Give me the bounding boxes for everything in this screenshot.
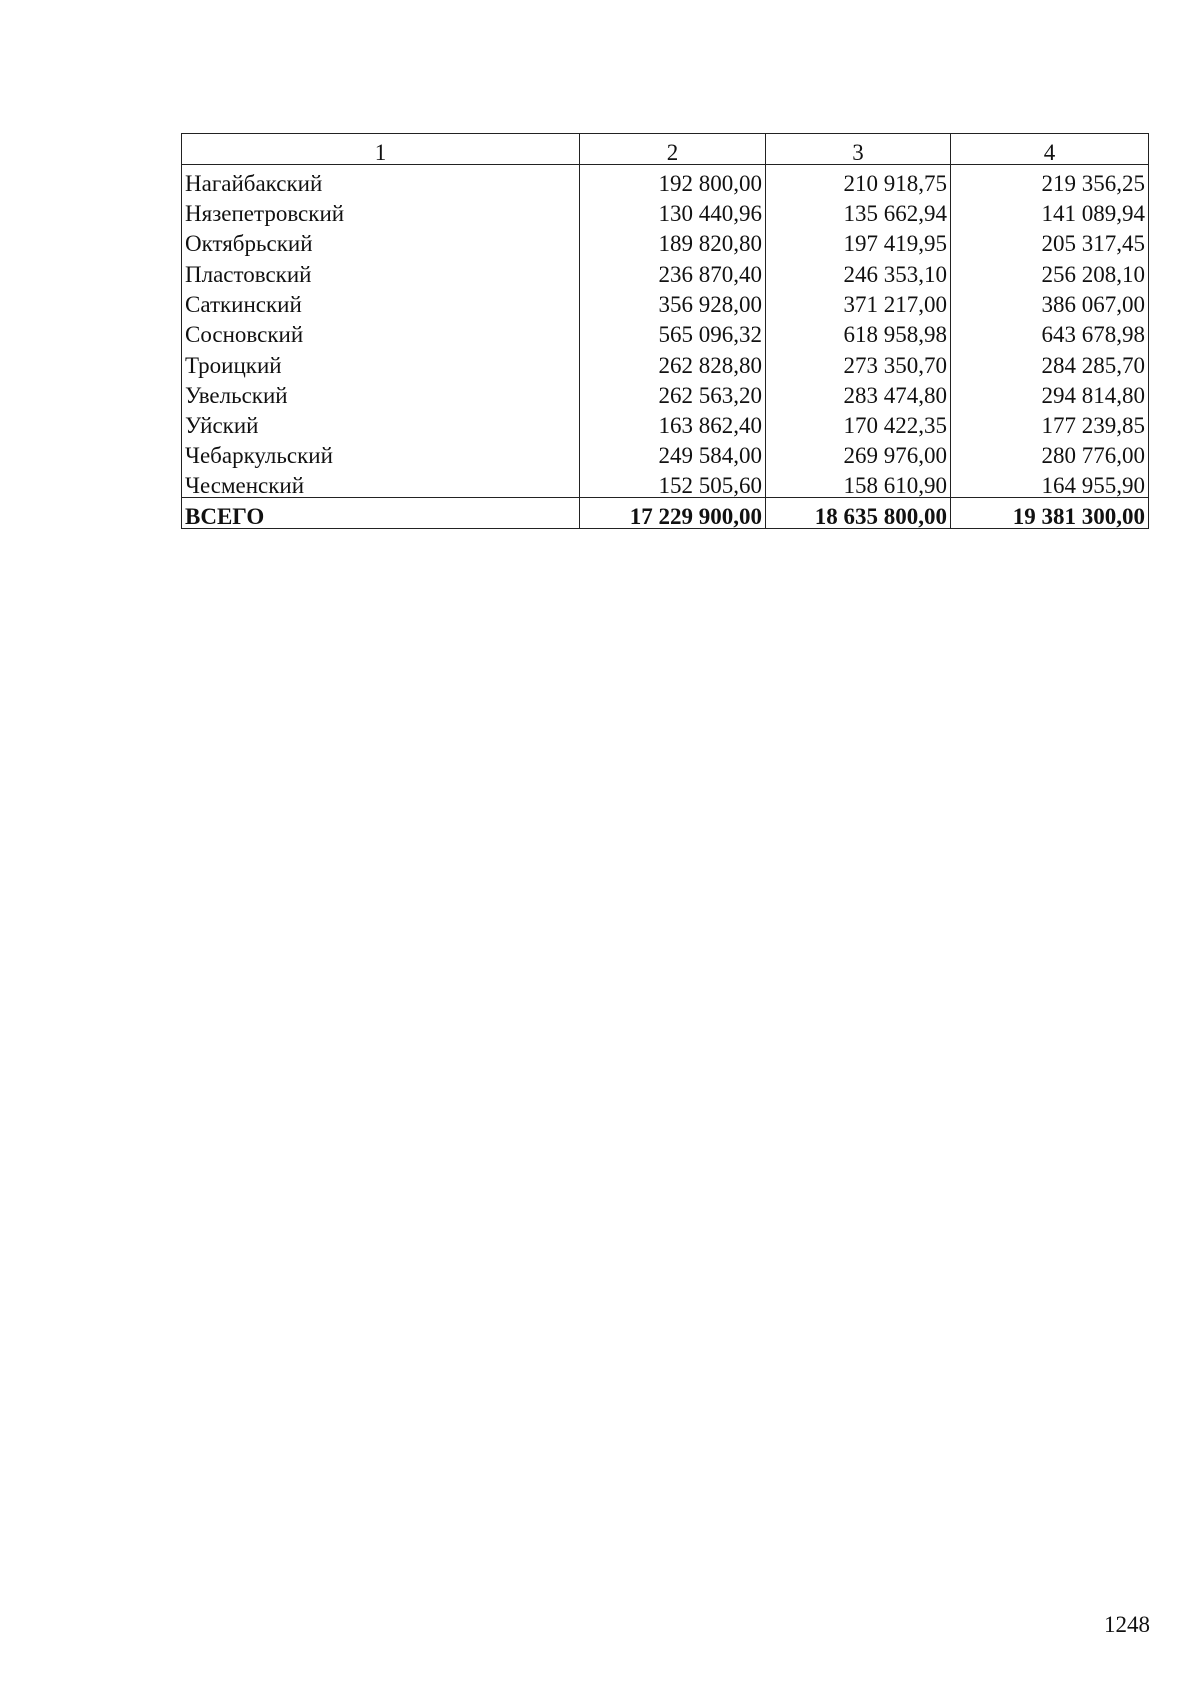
value-cell: 284 285,70 bbox=[951, 346, 1149, 376]
table-row bbox=[182, 437, 1149, 467]
value-cell: 152 505,60 bbox=[580, 467, 766, 497]
value-cell: 565 096,32 bbox=[580, 316, 766, 346]
value-cell: 170 422,35 bbox=[766, 407, 951, 437]
value-cell: 141 089,94 bbox=[951, 195, 1149, 225]
value-cell: 192 800,00 bbox=[580, 165, 766, 195]
value-cell: 210 918,75 bbox=[766, 165, 951, 195]
value-cell: 197 419,95 bbox=[766, 225, 951, 255]
value-cell: 280 776,00 bbox=[951, 437, 1149, 467]
header-cell: 3 bbox=[766, 134, 951, 165]
total-label: ВСЕГО bbox=[182, 498, 580, 529]
budget-table bbox=[181, 133, 1149, 529]
district-name: Нязепетровский bbox=[182, 195, 580, 225]
table-row bbox=[182, 316, 1149, 346]
page-number: 1248 bbox=[1104, 1612, 1150, 1637]
table-row bbox=[182, 165, 1149, 195]
value-cell: 163 862,40 bbox=[580, 407, 766, 437]
total-value: 17 229 900,00 bbox=[580, 498, 766, 529]
value-cell: 269 976,00 bbox=[766, 437, 951, 467]
table-row bbox=[182, 407, 1149, 437]
value-cell: 618 958,98 bbox=[766, 316, 951, 346]
table-row bbox=[182, 195, 1149, 225]
value-cell: 356 928,00 bbox=[580, 286, 766, 316]
value-cell: 256 208,10 bbox=[951, 255, 1149, 285]
district-name: Пластовский bbox=[182, 255, 580, 285]
table-row bbox=[182, 225, 1149, 255]
value-cell: 236 870,40 bbox=[580, 255, 766, 285]
district-name: Сосновский bbox=[182, 316, 580, 346]
district-name: Чебаркульский bbox=[182, 437, 580, 467]
value-cell: 246 353,10 bbox=[766, 255, 951, 285]
value-cell: 130 440,96 bbox=[580, 195, 766, 225]
district-name: Саткинский bbox=[182, 286, 580, 316]
table-row bbox=[182, 286, 1149, 316]
value-cell: 262 828,80 bbox=[580, 346, 766, 376]
value-cell: 294 814,80 bbox=[951, 377, 1149, 407]
header-cell: 4 bbox=[951, 134, 1149, 165]
header-cell: 2 bbox=[580, 134, 766, 165]
value-cell: 283 474,80 bbox=[766, 377, 951, 407]
district-name: Октябрьский bbox=[182, 225, 580, 255]
header-cell: 1 bbox=[182, 134, 580, 165]
total-value: 19 381 300,00 bbox=[951, 498, 1149, 529]
table-row bbox=[182, 255, 1149, 285]
table-row bbox=[182, 346, 1149, 376]
value-cell: 262 563,20 bbox=[580, 377, 766, 407]
table-row bbox=[182, 467, 1149, 497]
table-header-row bbox=[182, 134, 1149, 165]
district-name: Чесменский bbox=[182, 467, 580, 497]
table-row bbox=[182, 377, 1149, 407]
value-cell: 158 610,90 bbox=[766, 467, 951, 497]
value-cell: 273 350,70 bbox=[766, 346, 951, 376]
table-total-row bbox=[182, 498, 1149, 529]
value-cell: 643 678,98 bbox=[951, 316, 1149, 346]
value-cell: 371 217,00 bbox=[766, 286, 951, 316]
district-name: Троицкий bbox=[182, 346, 580, 376]
district-name: Увельский bbox=[182, 377, 580, 407]
value-cell: 135 662,94 bbox=[766, 195, 951, 225]
value-cell: 205 317,45 bbox=[951, 225, 1149, 255]
value-cell: 219 356,25 bbox=[951, 165, 1149, 195]
district-name: Нагайбакский bbox=[182, 165, 580, 195]
value-cell: 164 955,90 bbox=[951, 467, 1149, 497]
value-cell: 386 067,00 bbox=[951, 286, 1149, 316]
district-name: Уйский bbox=[182, 407, 580, 437]
value-cell: 177 239,85 bbox=[951, 407, 1149, 437]
value-cell: 189 820,80 bbox=[580, 225, 766, 255]
total-value: 18 635 800,00 bbox=[766, 498, 951, 529]
value-cell: 249 584,00 bbox=[580, 437, 766, 467]
